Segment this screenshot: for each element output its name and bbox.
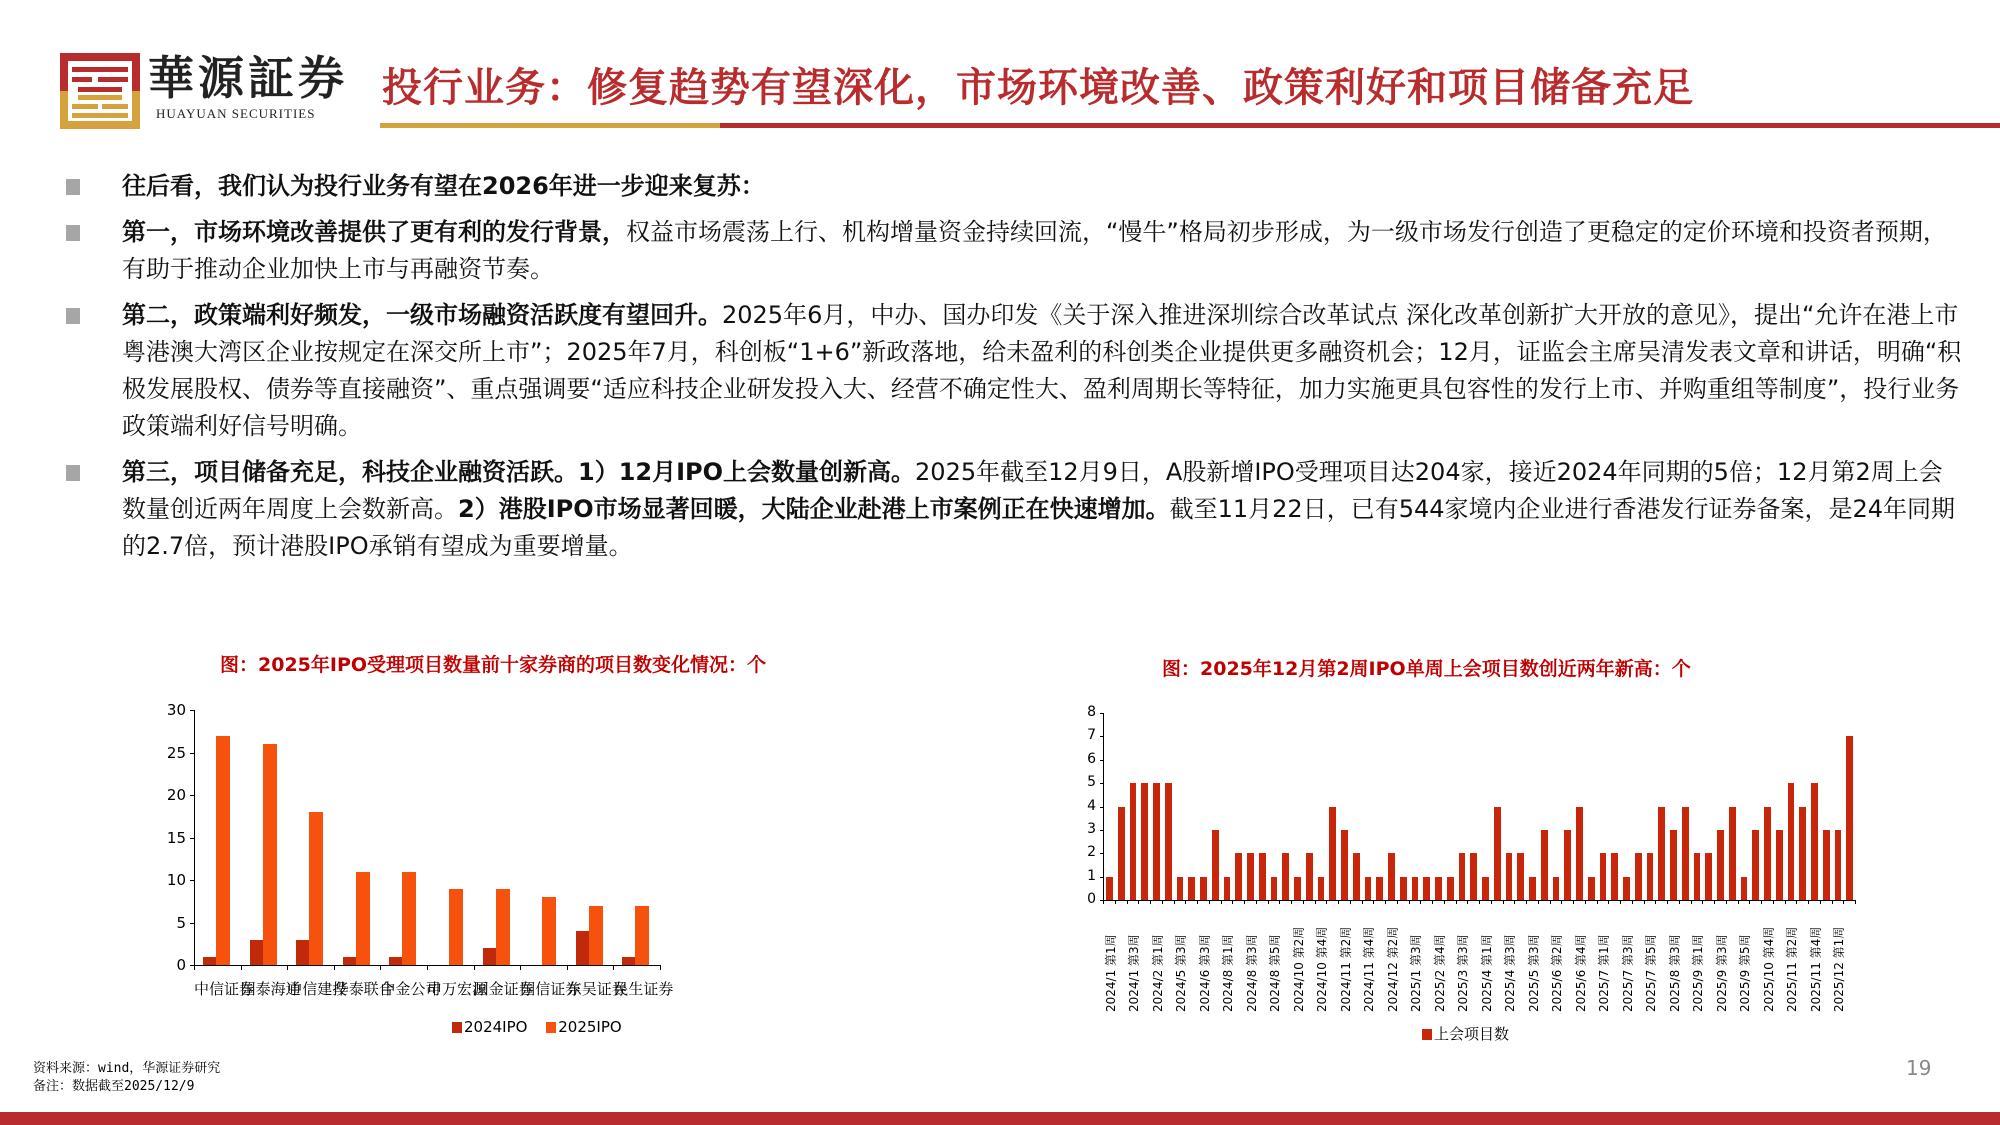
- x-tick-mark: [1420, 900, 1421, 904]
- x-tick-mark: [1138, 900, 1139, 904]
- x-tick-mark: [1291, 900, 1292, 904]
- bar-weekly: [1729, 807, 1736, 901]
- x-tick-mark: [1385, 900, 1386, 904]
- x-tick-mark: [1197, 900, 1198, 904]
- x-tick-mark: [660, 965, 661, 970]
- x-category-label: 华泰联合: [333, 980, 394, 998]
- x-tick-mark: [1773, 900, 1774, 904]
- bar-2024: [296, 940, 309, 966]
- x-tick-mark: [1714, 900, 1715, 904]
- y-tick-label: 0: [1087, 891, 1096, 907]
- source-note: 资料来源：wind，华源证券研究: [33, 1061, 221, 1076]
- x-tick-mark: [1232, 900, 1233, 904]
- x-tick-mark: [1832, 900, 1833, 904]
- y-tick-label: 0: [176, 956, 186, 974]
- y-tick-mark: [1100, 830, 1103, 831]
- y-tick-mark: [1100, 760, 1103, 761]
- chart-legend-left: [452, 1018, 636, 1036]
- bar-weekly: [1658, 807, 1665, 901]
- y-tick-mark: [190, 795, 194, 796]
- x-tick-label: 2025/9 第1周: [1691, 934, 1706, 1012]
- bar-weekly: [1224, 877, 1231, 900]
- y-tick-label: 25: [166, 743, 186, 762]
- bar-weekly: [1564, 830, 1571, 900]
- bar-weekly: [1705, 853, 1712, 900]
- x-tick-mark: [427, 965, 428, 970]
- x-tick-mark: [194, 965, 195, 970]
- x-tick-mark: [1808, 900, 1809, 904]
- legend-item-2025: [546, 1018, 621, 1036]
- x-tick-mark: [1362, 900, 1363, 904]
- bar-weekly: [1400, 877, 1407, 900]
- bar-2025: [356, 872, 370, 966]
- bar-weekly: [1435, 877, 1442, 900]
- x-category-label: 国泰海通: [240, 980, 301, 998]
- bar-weekly: [1388, 853, 1395, 900]
- bar-weekly: [1623, 877, 1630, 900]
- x-tick-label: 2024/2 第1周: [1150, 934, 1165, 1012]
- x-tick-mark: [474, 965, 475, 970]
- x-tick-label: 2025/12 第1周: [1832, 926, 1847, 1012]
- bar-weekly: [1329, 807, 1336, 901]
- chart-legend-right: [1422, 1023, 1523, 1044]
- bullet-list: [66, 168, 1966, 574]
- bullet-item: [66, 214, 1966, 288]
- bar-weekly: [1600, 853, 1607, 900]
- x-tick-mark: [1608, 900, 1609, 904]
- bar-weekly: [1764, 807, 1771, 901]
- y-tick-mark: [190, 838, 194, 839]
- x-tick-label: 2025/1 第3周: [1409, 934, 1424, 1012]
- bullet-heading: 第一，市场环境改善提供了更有利的发行背景，: [122, 218, 626, 246]
- bullet-heading: 第三，项目储备充足，科技企业融资活跃。1）12月IPO上会数量创新高。: [122, 458, 916, 486]
- bullet-text: 权益市场震荡上行、机构增量资金持续回流，“慢牛”格局初步形成，为一级市场发行创造了更稳定的定价环境和投资者预期，有助于推动企业加快上市与再融资节奏。: [122, 218, 1947, 283]
- x-tick-mark: [1585, 900, 1586, 904]
- bar-weekly: [1588, 877, 1595, 900]
- bar-weekly: [1635, 853, 1642, 900]
- bar-weekly: [1212, 830, 1219, 900]
- x-tick-label: 2025/9 第3周: [1714, 934, 1729, 1012]
- y-tick-mark: [190, 880, 194, 881]
- bar-weekly: [1247, 853, 1254, 900]
- x-tick-mark: [1115, 900, 1116, 904]
- y-tick-label: 4: [1087, 797, 1096, 814]
- x-tick-label: 2025/7 第1周: [1597, 934, 1612, 1012]
- y-tick-mark: [1100, 853, 1103, 854]
- x-tick-mark: [1338, 900, 1339, 904]
- brand: [148, 52, 348, 122]
- brand-logo: [60, 53, 140, 129]
- bullet-item: [66, 297, 1966, 445]
- x-tick-mark: [1538, 900, 1539, 904]
- x-tick-mark: [241, 965, 242, 970]
- bar-weekly: [1576, 807, 1583, 901]
- x-tick-mark: [1702, 900, 1703, 904]
- bar-2024: [203, 957, 216, 966]
- bar-weekly: [1235, 853, 1242, 900]
- title-divider-gold: [380, 123, 720, 128]
- bar-weekly: [1494, 807, 1501, 901]
- bar-weekly: [1835, 830, 1842, 900]
- x-tick-mark: [1479, 900, 1480, 904]
- x-tick-mark: [1409, 900, 1410, 904]
- y-tick-label: 30: [166, 701, 186, 719]
- x-tick-mark: [380, 965, 381, 970]
- bar-weekly: [1423, 877, 1430, 900]
- x-tick-mark: [1526, 900, 1527, 904]
- x-tick-mark: [1550, 900, 1551, 904]
- x-tick-mark: [1256, 900, 1257, 904]
- bar-weekly: [1318, 877, 1325, 900]
- x-tick-label: 2024/5 第3周: [1174, 934, 1189, 1012]
- x-tick-label: 2025/8 第3周: [1667, 934, 1682, 1012]
- x-tick-mark: [1820, 900, 1821, 904]
- brand-name-en: HUAYUAN SECURITIES: [156, 106, 316, 121]
- bar-chart-weekly-ipo-review: [1060, 700, 1860, 1040]
- y-tick-label: 7: [1087, 727, 1096, 744]
- x-category-label: 中金公司: [380, 980, 441, 998]
- x-tick-mark: [1679, 900, 1680, 904]
- bar-weekly: [1611, 853, 1618, 900]
- y-tick-label: 10: [166, 871, 186, 889]
- bar-2025: [542, 897, 556, 965]
- x-tick-mark: [1315, 900, 1316, 904]
- x-tick-label: 2025/11 第2周: [1785, 926, 1800, 1012]
- x-tick-mark: [1843, 900, 1844, 904]
- bar-weekly: [1376, 877, 1383, 900]
- bar-weekly: [1130, 783, 1137, 900]
- x-tick-mark: [1127, 900, 1128, 904]
- bar-weekly: [1294, 877, 1301, 900]
- x-tick-mark: [1162, 900, 1163, 904]
- y-tick-label: 20: [166, 786, 186, 804]
- bar-weekly: [1541, 830, 1548, 900]
- x-category-label: 中信证券: [194, 980, 255, 998]
- y-axis: [194, 710, 195, 965]
- x-tick-label: 2024/12 第2周: [1385, 926, 1400, 1012]
- bar-weekly: [1447, 877, 1454, 900]
- bullet-heading: 2）港股IPO市场显著回暖，大陆企业赴港上市案例正在快速增加。: [458, 495, 1170, 523]
- x-tick-label: 2025/4 第1周: [1479, 934, 1494, 1012]
- legend-label: 上会项目数: [1434, 1025, 1510, 1043]
- bullet-item: [66, 168, 1966, 205]
- x-tick-mark: [287, 965, 288, 970]
- x-tick-label: 2024/10 第4周: [1315, 926, 1330, 1012]
- bar-weekly: [1799, 807, 1806, 901]
- bar-weekly: [1365, 877, 1372, 900]
- bar-2025: [496, 889, 510, 966]
- bar-2024: [250, 940, 263, 966]
- bar-weekly: [1682, 807, 1689, 901]
- x-tick-mark: [1244, 900, 1245, 904]
- x-tick-mark: [1303, 900, 1304, 904]
- bullet-text: 2025年截至12月9日，A股新增IPO受理项目达204家，接近2024年同期的5倍；12月第2周上会数量创近两年周度上会数新高。: [122, 458, 1943, 523]
- x-tick-mark: [1796, 900, 1797, 904]
- x-category-label: 国信证券: [520, 980, 581, 998]
- x-tick-mark: [1150, 900, 1151, 904]
- bar-2024: [576, 931, 589, 965]
- x-tick-mark: [1279, 900, 1280, 904]
- x-tick-mark: [1561, 900, 1562, 904]
- x-tick-mark: [1573, 900, 1574, 904]
- x-tick-mark: [613, 965, 614, 970]
- x-tick-mark: [1350, 900, 1351, 904]
- x-tick-label: 2025/6 第4周: [1573, 934, 1588, 1012]
- x-tick-mark: [1655, 900, 1656, 904]
- bullet-heading: 往后看，我们认为投行业务有望在2026年进一步迎来复苏：: [122, 172, 765, 200]
- x-tick-mark: [567, 965, 568, 970]
- bar-weekly: [1752, 830, 1759, 900]
- footnote: [33, 1060, 220, 1096]
- x-tick-mark: [1432, 900, 1433, 904]
- bar-weekly: [1177, 877, 1184, 900]
- x-tick-label: 2025/2 第4周: [1432, 934, 1447, 1012]
- legend-swatch: [452, 1022, 462, 1033]
- legend-label: 2024IPO: [464, 1018, 528, 1036]
- bullet-text: 截至11月22日，已有544家境内企业进行香港发行证券备案，是24年同期的2.7倍，预计港股IPO承销有望成为重要增量。: [122, 495, 1956, 560]
- bar-weekly: [1776, 830, 1783, 900]
- bar-weekly: [1188, 877, 1195, 900]
- x-tick-label: 2025/11 第4周: [1808, 926, 1823, 1012]
- bullet-text: 2025年6月，中办、国办印发《关于深入推进深圳综合改革试点 深化改革创新扩大开放的意见》，提出“允许在港上市粤港澳大湾区企业按规定在深交所上市”；2025年7月，科创板“1+6”新政落地，给未盈利的科创类企业提供更多融资机会；12月，证监会主席吴清发表文章和讲话，明确“积极发展股权、债券等直接融资”、重点强调要“适应科技企业研发投入大、经营不确定性大、盈利周期长等特征，加力实施更具包容性的发行上市、并购重组等制度”，投行业务政策端利好信号明确。: [122, 301, 1962, 440]
- x-tick-mark: [1855, 900, 1856, 904]
- bar-weekly: [1788, 783, 1795, 900]
- y-tick-label: 1: [1087, 867, 1096, 884]
- bar-weekly: [1106, 877, 1113, 900]
- bar-weekly: [1412, 877, 1419, 900]
- bullet-item: [66, 454, 1966, 565]
- bar-weekly: [1506, 853, 1513, 900]
- x-tick-label: 2024/10 第2周: [1291, 926, 1306, 1012]
- x-tick-mark: [334, 965, 335, 970]
- x-tick-mark: [1491, 900, 1492, 904]
- y-tick-mark: [1100, 783, 1103, 784]
- y-tick-label: 2: [1087, 844, 1096, 861]
- y-tick-mark: [190, 710, 194, 711]
- page-title: 投行业务：修复趋势有望深化，市场环境改善、政策利好和项目储备充足: [382, 64, 1694, 111]
- y-tick-label: 5: [176, 913, 186, 932]
- legend-item-2024: [452, 1018, 527, 1036]
- x-tick-mark: [1503, 900, 1504, 904]
- bar-weekly: [1811, 783, 1818, 900]
- x-tick-mark: [1620, 900, 1621, 904]
- x-category-label: 申万宏源: [427, 980, 488, 998]
- x-tick-mark: [1444, 900, 1445, 904]
- x-tick-label: 2024/8 第5周: [1268, 934, 1283, 1012]
- x-tick-mark: [1185, 900, 1186, 904]
- x-category-label: 中信建投: [287, 980, 348, 998]
- x-tick-mark: [1749, 900, 1750, 904]
- bar-2025: [263, 744, 277, 965]
- x-tick-label: 2025/4 第3周: [1503, 934, 1518, 1012]
- bar-weekly: [1153, 783, 1160, 900]
- bar-weekly: [1670, 830, 1677, 900]
- x-tick-label: 2025/5 第3周: [1526, 934, 1541, 1012]
- bar-2025: [309, 812, 323, 965]
- x-tick-label: 2025/6 第2周: [1550, 934, 1565, 1012]
- bar-weekly: [1846, 736, 1853, 900]
- title-divider-red: [720, 123, 2000, 128]
- bar-weekly: [1165, 783, 1172, 900]
- x-tick-mark: [1726, 900, 1727, 904]
- y-tick-label: 8: [1087, 704, 1096, 720]
- y-tick-mark: [1100, 877, 1103, 878]
- bar-weekly: [1553, 877, 1560, 900]
- bar-weekly: [1353, 853, 1360, 900]
- y-tick-mark: [1100, 713, 1103, 714]
- x-tick-label: 2024/8 第3周: [1244, 934, 1259, 1012]
- bar-2025: [216, 736, 230, 966]
- x-tick-mark: [520, 965, 521, 970]
- chart-title-left: 图：2025年IPO受理项目数量前十家券商的项目数变化情况：个: [220, 654, 767, 676]
- bar-weekly: [1459, 853, 1466, 900]
- legend-label: 2025IPO: [558, 1018, 622, 1036]
- x-tick-mark: [1103, 900, 1104, 904]
- x-tick-mark: [1174, 900, 1175, 904]
- x-tick-label: 2025/9 第5周: [1738, 934, 1753, 1012]
- bar-weekly: [1741, 877, 1748, 900]
- x-tick-mark: [1373, 900, 1374, 904]
- y-tick-mark: [190, 923, 194, 924]
- bar-weekly: [1470, 853, 1477, 900]
- x-category-label: 民生证券: [613, 980, 674, 998]
- legend-swatch: [546, 1022, 556, 1033]
- x-tick-mark: [1467, 900, 1468, 904]
- bar-weekly: [1306, 853, 1313, 900]
- x-tick-label: 2025/10 第4周: [1761, 926, 1776, 1012]
- bar-2024: [343, 957, 356, 966]
- bar-weekly: [1529, 877, 1536, 900]
- x-tick-label: 2025/7 第3周: [1620, 934, 1635, 1012]
- y-tick-label: 6: [1087, 750, 1096, 767]
- y-tick-label: 3: [1087, 820, 1096, 837]
- y-axis: [1103, 713, 1104, 900]
- bar-chart-broker-ipo: [150, 700, 910, 1040]
- x-tick-mark: [1644, 900, 1645, 904]
- bar-weekly: [1200, 877, 1207, 900]
- x-category-label: 东吴证券: [566, 980, 627, 998]
- legend-swatch: [1422, 1029, 1432, 1040]
- x-tick-mark: [1268, 900, 1269, 904]
- y-tick-mark: [1100, 807, 1103, 808]
- page-number: 19: [1906, 1056, 1932, 1080]
- x-tick-label: 2024/11 第4周: [1362, 926, 1377, 1012]
- x-tick-mark: [1785, 900, 1786, 904]
- bar-weekly: [1141, 783, 1148, 900]
- bar-2024: [389, 957, 402, 966]
- y-tick-label: 5: [1087, 774, 1096, 791]
- x-tick-mark: [1667, 900, 1668, 904]
- bar-weekly: [1694, 853, 1701, 900]
- data-note: 备注：数据截至2025/12/9: [33, 1079, 195, 1094]
- bar-weekly: [1482, 877, 1489, 900]
- bar-weekly: [1341, 830, 1348, 900]
- x-tick-label: 2024/1 第3周: [1127, 934, 1142, 1012]
- x-tick-label: 2025/3 第3周: [1456, 934, 1471, 1012]
- legend-item-weekly: [1422, 1025, 1509, 1043]
- x-tick-mark: [1514, 900, 1515, 904]
- bar-2024: [622, 957, 635, 966]
- bar-2024: [483, 948, 496, 965]
- x-tick-mark: [1326, 900, 1327, 904]
- x-tick-mark: [1761, 900, 1762, 904]
- bar-weekly: [1823, 830, 1830, 900]
- chart-title-right: 图：2025年12月第2周IPO单周上会项目数创近两年新高：个: [1162, 658, 1691, 680]
- brand-name-cn: 華源証券: [148, 51, 348, 105]
- x-tick-label: 2024/11 第2周: [1338, 926, 1353, 1012]
- bar-weekly: [1647, 853, 1654, 900]
- x-tick-mark: [1691, 900, 1692, 904]
- bar-weekly: [1717, 830, 1724, 900]
- bar-2025: [589, 906, 603, 966]
- x-tick-mark: [1397, 900, 1398, 904]
- x-tick-label: 2024/8 第1周: [1221, 934, 1236, 1012]
- bar-2025: [449, 889, 463, 966]
- bar-weekly: [1259, 853, 1266, 900]
- x-tick-label: 2024/6 第3周: [1197, 934, 1212, 1012]
- bar-2025: [635, 906, 649, 966]
- x-tick-mark: [1209, 900, 1210, 904]
- bar-weekly: [1282, 853, 1289, 900]
- x-tick-label: 2025/7 第5周: [1644, 934, 1659, 1012]
- x-tick-mark: [1456, 900, 1457, 904]
- bar-2025: [402, 872, 416, 966]
- y-tick-mark: [1100, 736, 1103, 737]
- x-tick-mark: [1738, 900, 1739, 904]
- x-tick-mark: [1221, 900, 1222, 904]
- x-tick-mark: [1632, 900, 1633, 904]
- bullet-heading: 第二，政策端利好频发，一级市场融资活跃度有望回升。: [122, 301, 722, 329]
- y-tick-label: 15: [166, 828, 186, 847]
- bar-weekly: [1271, 877, 1278, 900]
- bar-weekly: [1517, 853, 1524, 900]
- x-tick-mark: [1597, 900, 1598, 904]
- footer-bar: [0, 1112, 2000, 1125]
- x-tick-label: 2024/1 第1周: [1103, 934, 1118, 1012]
- bar-weekly: [1118, 807, 1125, 901]
- y-tick-mark: [190, 753, 194, 754]
- x-category-label: 国金证券: [473, 980, 534, 998]
